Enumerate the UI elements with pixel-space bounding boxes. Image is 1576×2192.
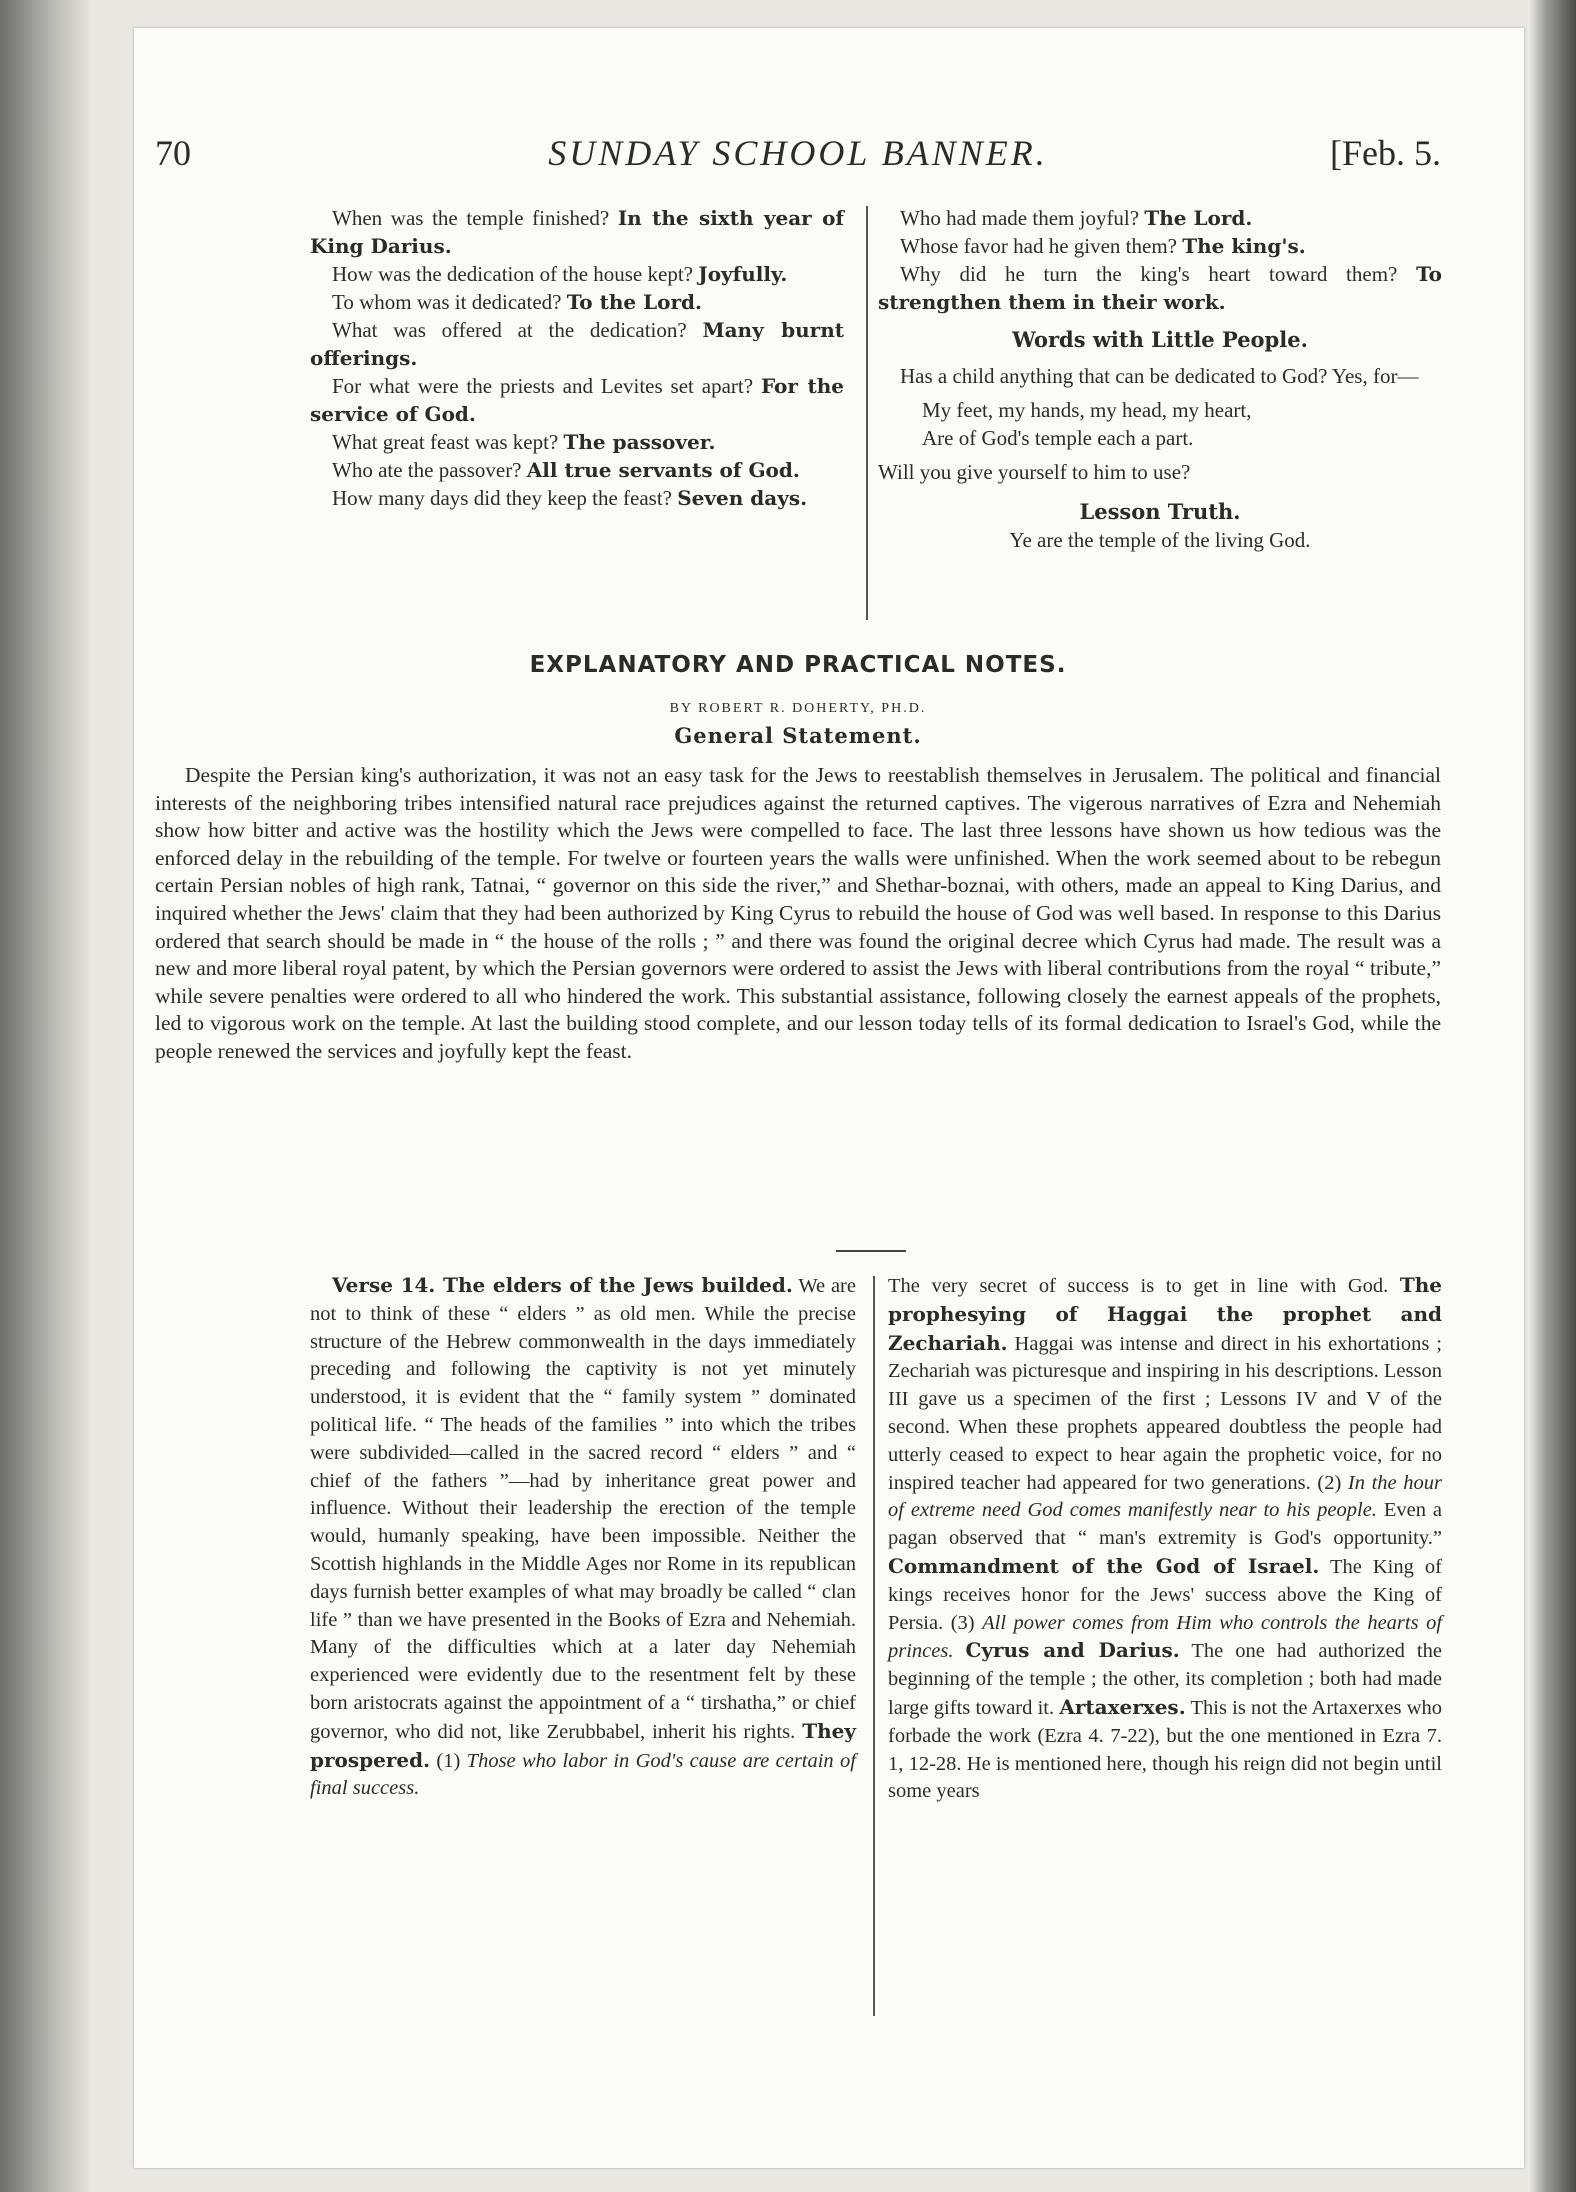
questions-right-column [878, 204, 1442, 554]
poem-line: Are of God's temple each a part. [922, 426, 1194, 450]
verse-phrase: Cyrus and Darius. [965, 1638, 1180, 1663]
journal-title: SUNDAY SCHOOL BANNER. [548, 133, 1048, 173]
qa-item [310, 484, 844, 512]
question-text: What was offered at the dedication? [332, 318, 687, 342]
verse-text: Even a pagan observed that “ man's extremity is God's opportunity.” [888, 1499, 1442, 1550]
verse-phrase: The prophesying of Haggai the prophet and Zechariah. [888, 1273, 1443, 1355]
qa-item [310, 428, 844, 456]
answer-text: All true servants of God. [526, 458, 800, 482]
qa-item [878, 204, 1442, 232]
little-people-closing: Will you give yourself to him to use? [878, 460, 1191, 484]
answer-text: The king's. [1182, 234, 1306, 258]
qa-item [310, 456, 844, 484]
verse-text: We are not to think of these “ elders ” as old men. While the precise structure of the Hebrew commonwealth in the days immediately preceding and following the captivity is not yet minutely understood, it is evident that the “ family system ” dominated political life. “ The heads of the families ” into which the tribes were subdivided—called in the sacred record “ elders ” and “ chief of the fathers ”—had by inheritance great power and influence. Without their leadership the erection of the temple would, humanly speaking, have been impossible. Neither the Scottish highlands in the Middle Ages nor Rome in its republican days furnish better examples of what may broadly be called “ clan life ” than we have presented in the Books of Ezra and Nehemiah. Many of the difficulties which at a later day Nehemiah experienced were evidently due to the resentment felt by these born aristocrats against the appointment of a “ tirshatha,” or chief governor, who did not, like Zerubbabel, inherit his rights. [310, 1275, 856, 1743]
verse-lesson: All power comes from Him who controls the hearts of princes. [888, 1611, 1443, 1663]
verse-phrase: Artaxerxes. [1059, 1694, 1186, 1719]
verse-text: The King of kings receives honor for the Jews' success above the King of Persia. (3) [888, 1555, 1442, 1634]
page-number: 70 [155, 133, 191, 173]
lesson-truth-text: Ye are the temple of the living God. [1009, 528, 1311, 552]
question-text: Who had made them joyful? [900, 206, 1140, 230]
verse-text: The one had authorized the beginning of the temple ; the other, its completion ; both had made large gifts toward it. [888, 1640, 1442, 1719]
question-text: When was the temple finished? [332, 206, 610, 230]
column-divider [873, 1276, 875, 2016]
question-text: To whom was it dedicated? [332, 290, 562, 314]
page-edge-shadow [1528, 0, 1576, 2192]
section-heading-little-people: Words with Little People. [1012, 327, 1308, 352]
section-rule [836, 1250, 906, 1252]
answer-text: In the sixth year of King Darius. [310, 206, 845, 258]
poem-line: My feet, my hands, my head, my heart, [922, 398, 1252, 422]
question-text: Why did he turn the king's heart toward them? [900, 262, 1398, 286]
answer-text: To strengthen them in their work. [878, 262, 1443, 314]
question-text: For what were the priests and Levites set apart? [332, 374, 754, 398]
qa-item [310, 260, 844, 288]
qa-item [310, 288, 844, 316]
question-text: Who ate the passover? [332, 458, 522, 482]
question-text: How was the dedication of the house kept? [332, 262, 693, 286]
answer-text: For the service of God. [310, 374, 845, 426]
verse-phrase: They prospered. [310, 1718, 857, 1772]
verse-lesson: Those who labor in God's cause are certain of final success. [310, 1749, 856, 1800]
answer-text: Seven days. [677, 486, 808, 510]
qa-item [310, 372, 844, 428]
general-statement-text: Despite the Persian king's authorization, it was not an easy task for the Jews to reestablish themselves in Jerusalem. The political and financial interests of the neighboring tribes intensified natural race prejudices against the returned captives. The vigerous narratives of Ezra and Nehemiah show how bitter and active was the hostility which the Jews were compelled to face. The last three lessons have shown us how tedious was the enforced delay in the rebuilding of the temple. For twelve or fourteen years the walls were unfinished. When the work seemed about to be rebegun certain Persian nobles of high rank, Tatnai, “ governor on this side the river,” and Shethar-boznai, with others, made an appeal to King Darius, and inquired whether the Jews' claim that they had been authorized by King Cyrus to rebuild the house of God was well based. In response to this Darius ordered that search should be made in “ the house of the rolls ; ” and there was found the original decree which Cyrus had made. The result was a new and more liberal royal patent, by which the Persian governors were ordered to assist the Jews with liberal contributions from the royal “ tribute,” while severe penalties were ordered to all who hindered the work. This substantial assistance, following closely the earnest appeals of the prophets, led to vigorous work on the temple. At last the building stood complete, and our lesson today tells of its formal dedication to Israel's God, while the people renewed the services and joyfully kept the feast. [155, 763, 1441, 1063]
notes-byline: BY ROBERT R. DOHERTY, PH.D. [669, 701, 927, 716]
verse-right-column [888, 1272, 1442, 1806]
book-binding-shadow [0, 0, 92, 2192]
verse-14-paragraph [310, 1272, 856, 1803]
answer-text: To the Lord. [566, 290, 702, 314]
qa-item [310, 204, 844, 260]
notes-title: EXPLANATORY AND PRACTICAL NOTES. [529, 652, 1067, 678]
running-header [155, 132, 1441, 184]
answer-text: The passover. [563, 430, 716, 454]
question-text: What great feast was kept? [332, 430, 559, 454]
verse-left-column [310, 1272, 856, 1803]
issue-date: [Feb. 5. [1330, 133, 1441, 173]
verse-text: (1) [436, 1749, 461, 1772]
general-statement-heading: General Statement. [674, 723, 922, 748]
column-divider [866, 206, 868, 620]
verse-text: This is not the Artaxerxes who forbade the work (Ezra 4. 7-22), but the one mentioned in Ezra 7. 1, 12-28. He is mentioned here, though his reign did not begin until some years [888, 1696, 1442, 1803]
little-people-question: Has a child anything that can be dedicated to God? Yes, for— [900, 364, 1419, 388]
question-text: Whose favor had he given them? [900, 234, 1177, 258]
general-statement [155, 762, 1441, 1066]
verse-phrase: Commandment of the God of Israel. [888, 1553, 1320, 1578]
verse-continued-paragraph [888, 1272, 1442, 1806]
section-heading-lesson-truth: Lesson Truth. [1079, 499, 1241, 524]
answer-text: Many burnt offerings. [310, 318, 844, 370]
verse-text: The very secret of success is to get in line with God. [888, 1275, 1389, 1297]
questions-left-column [310, 204, 844, 512]
question-text: How many days did they keep the feast? [332, 486, 672, 510]
qa-item [878, 260, 1442, 316]
answer-text: The Lord. [1144, 206, 1253, 230]
verse-lesson: In the hour of extreme need God comes manifestly near to his people. [888, 1471, 1442, 1522]
verse-text: Haggai was intense and direct in his exhortations ; Zechariah was picturesque and inspiring in his descriptions. Lesson III gave us a specimen of the first ; Lessons IV and V of the second. When these prophets appeared doubtless the people had utterly ceased to expect to hear again the prophetic voice, for no inspired teacher had appeared for two generations. (2) [888, 1332, 1442, 1494]
verse-heading: Verse 14. The elders of the Jews builded. [332, 1273, 793, 1297]
qa-item [878, 232, 1442, 260]
qa-item [310, 316, 844, 372]
answer-text: Joyfully. [698, 262, 788, 286]
